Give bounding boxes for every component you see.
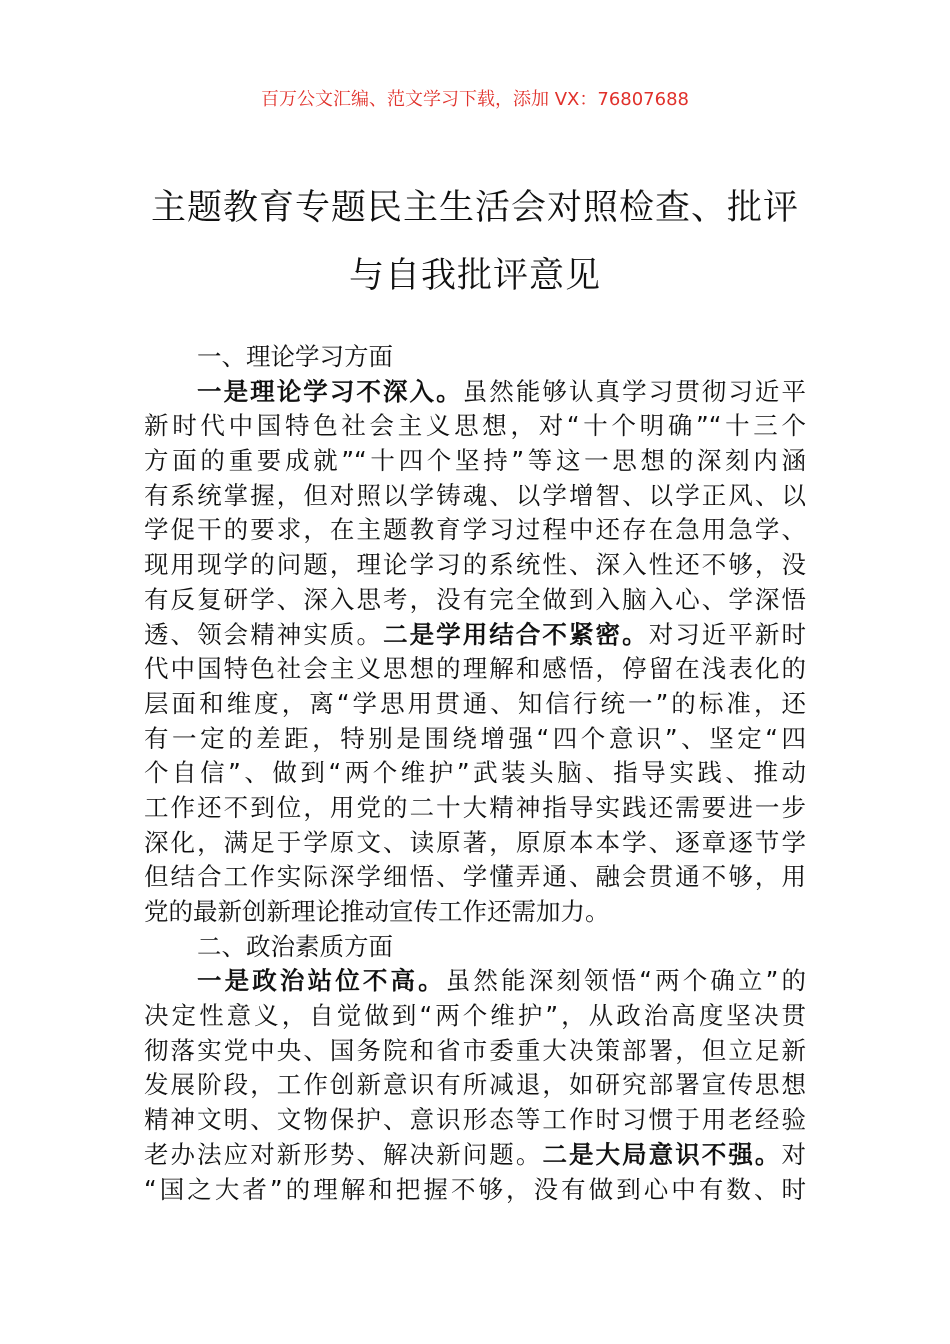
text-segment: 透、领会精神实质。 [144, 619, 384, 649]
text-line [144, 652, 806, 687]
text-line [144, 1173, 806, 1208]
text-segment: 二、政治素质方面 [197, 931, 393, 961]
text-line [144, 444, 806, 479]
text-segment: 虽然能够认真学习贯彻习近平 [462, 376, 807, 406]
text-segment: 新时代中国特色社会主义思想，对“十个明确”“十三个 [144, 411, 806, 441]
text-line [144, 1103, 806, 1138]
text-segment: 发展阶段，工作创新意识有所减退，如研究部署宣传思想 [144, 1070, 806, 1100]
text-line [144, 548, 806, 583]
text-segment: 决定性意义，自觉做到“两个维护”，从政治高度坚决贯 [144, 1001, 806, 1031]
text-line [144, 1138, 806, 1173]
text-segment: 工作还不到位，用党的二十大精神指导实践还需要进一步 [144, 792, 806, 822]
text-line [144, 687, 806, 722]
bold-phrase: 一是理论学习不深入。 [197, 376, 463, 406]
text-segment: 党的最新创新理论推动宣传工作还需加力。 [144, 897, 610, 926]
text-line [144, 791, 806, 826]
bold-phrase: 二是大局意识不强。 [542, 1139, 782, 1169]
text-segment: 学促干的要求，在主题教育学习过程中还存在急用急学、 [144, 515, 806, 545]
text-segment: 但结合工作实际深学细悟、学懂弄通、融会贯通不够，用 [144, 862, 806, 892]
text-line [144, 930, 806, 965]
text-line [144, 860, 806, 895]
document-title-line-1: 主题教育专题民主生活会对照检查、批评 [150, 188, 799, 228]
text-line [144, 340, 806, 375]
text-line [144, 999, 806, 1034]
text-segment: 个自信”、做到“两个维护”武装头脑、指导实践、推动 [144, 758, 806, 788]
text-line [144, 964, 806, 999]
text-segment: 精神文明、文物保护、意识形态等工作时习惯于用老经验 [144, 1105, 806, 1135]
text-line [144, 895, 806, 930]
text-line [144, 409, 806, 444]
text-line [144, 618, 806, 653]
text-segment: 代中国特色社会主义思想的理解和感悟，停留在浅表化的 [144, 654, 806, 684]
text-segment: 虽然能深刻领悟“两个确立”的 [445, 966, 807, 996]
text-line [144, 826, 806, 861]
text-line [144, 756, 806, 791]
text-segment: 层面和维度，离“学思用贯通、知信行统一”的标准，还 [144, 688, 806, 718]
text-segment: 有一定的差距，特别是围绕增强“四个意识”、坚定“四 [144, 723, 806, 753]
text-line [144, 1034, 806, 1069]
text-segment: 对 [781, 1139, 806, 1169]
text-segment: 有反复研学、深入思考，没有完全做到入脑入心、学深悟 [144, 584, 806, 614]
text-line [144, 513, 806, 548]
text-line [144, 722, 806, 757]
text-segment: 方面的重要成就”“十四个坚持”等这一思想的深刻内涵 [144, 446, 806, 476]
text-segment: 现用现学的问题，理论学习的系统性、深入性还不够，没 [144, 550, 806, 580]
text-segment: 老办法应对新形势、解决新问题。 [144, 1139, 543, 1169]
text-segment: 有系统掌握，但对照以学铸魂、以学增智、以学正风、以 [144, 480, 806, 510]
text-line [144, 479, 806, 514]
document-body [144, 340, 806, 1207]
bold-phrase: 二是学用结合不紧密。 [383, 619, 649, 649]
text-segment: “国之大者”的理解和把握不够，没有做到心中有数、时 [144, 1174, 806, 1204]
text-line [144, 375, 806, 410]
text-segment: 彻落实党中央、国务院和省市委重大决策部署，但立足新 [144, 1035, 806, 1065]
watermark-banner: 百万公文汇编、范文学习下载，添加 VX：76807688 [261, 89, 689, 110]
bold-phrase: 一是政治站位不高。 [197, 966, 446, 996]
document-title-line-2: 与自我批评意见 [348, 256, 601, 296]
text-segment: 一、理论学习方面 [197, 342, 393, 371]
text-line [144, 583, 806, 618]
text-segment: 深化，满足于学原文、读原著，原原本本学、逐章逐节学 [144, 827, 806, 857]
text-line [144, 1068, 806, 1103]
text-segment: 对习近平新时 [648, 619, 806, 649]
